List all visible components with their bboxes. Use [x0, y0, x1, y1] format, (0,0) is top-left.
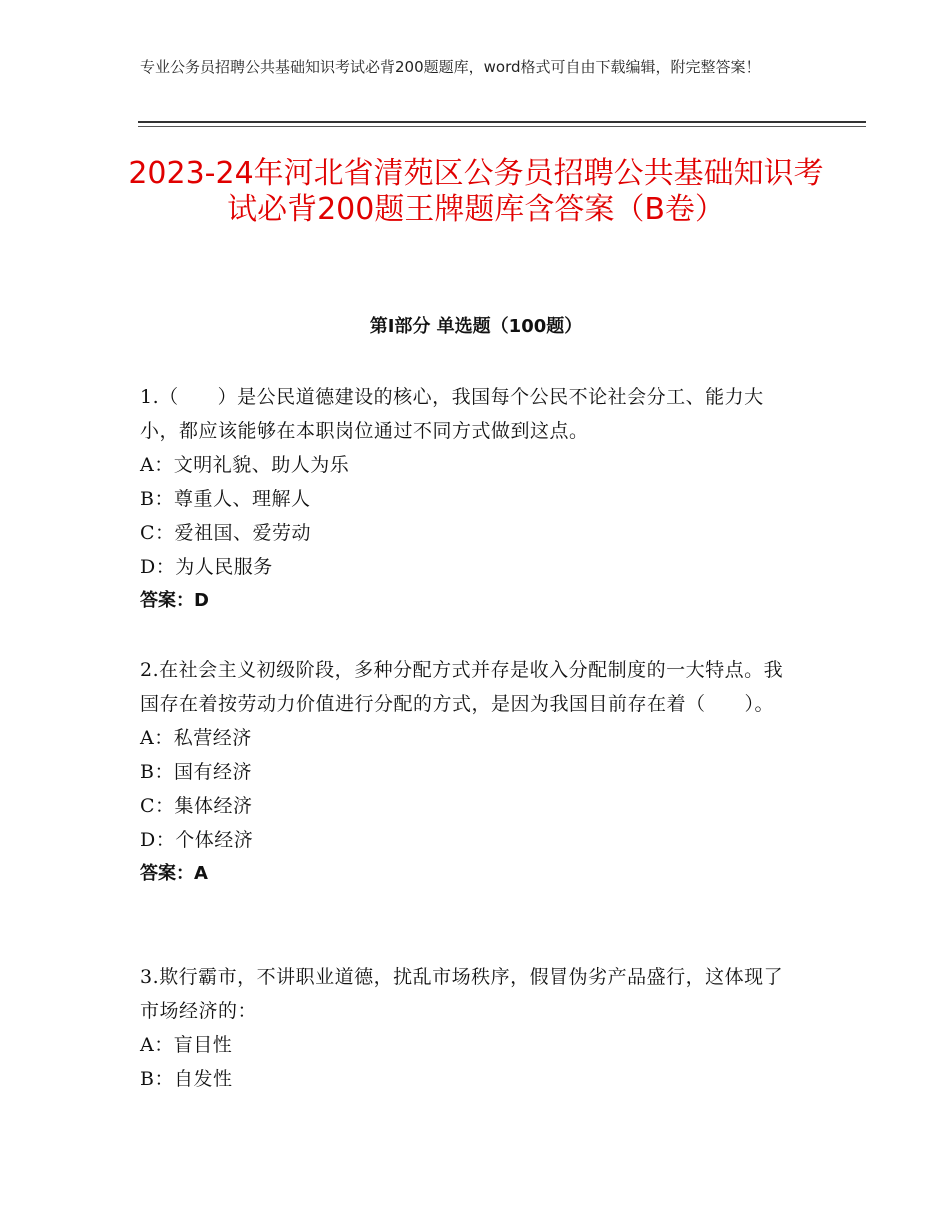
- option-a: A：私营经济: [140, 727, 252, 749]
- question-3: [140, 960, 800, 1096]
- section-title: 第Ⅰ部分 单选题（100题）: [369, 316, 583, 337]
- question-1: [140, 380, 800, 618]
- option-a: A：文明礼貌、助人为乐: [140, 454, 350, 476]
- question-text: 1.（ ）是公民道德建设的核心，我国每个公民不论社会分工、能力大小，都应该能够在本职岗位通过不同方式做到这点。: [140, 386, 764, 442]
- question-text: 2.在社会主义初级阶段，多种分配方式并存是收入分配制度的一大特点。我国存在着按劳动力价值进行分配的方式，是因为我国目前存在着（ ）。: [140, 659, 784, 715]
- header-rule-thin: [138, 126, 866, 127]
- option-b: B：自发性: [140, 1068, 233, 1090]
- option-d: D：个体经济: [140, 829, 254, 851]
- answer: 答案：A: [140, 863, 208, 884]
- question-2: [140, 653, 800, 891]
- document-title: 2023-24年河北省清苑区公务员招聘公共基础知识考试必背200题王牌题库含答案（B卷）: [128, 156, 824, 227]
- option-c: C：爱祖国、爱劳动: [140, 522, 312, 544]
- answer: 答案：D: [140, 590, 209, 611]
- question-text: 3.欺行霸市，不讲职业道德，扰乱市场秩序，假冒伪劣产品盛行，这体现了市场经济的：: [140, 966, 784, 1022]
- option-d: D：为人民服务: [140, 556, 273, 578]
- option-b: B：国有经济: [140, 761, 252, 783]
- option-c: C：集体经济: [140, 795, 253, 817]
- header-rule-thick: [138, 121, 866, 123]
- header-note: 专业公务员招聘公共基础知识考试必背200题题库，word格式可自由下载编辑，附完整答案！: [140, 58, 761, 76]
- option-a: A：盲目性: [140, 1034, 233, 1056]
- option-b: B：尊重人、理解人: [140, 488, 311, 510]
